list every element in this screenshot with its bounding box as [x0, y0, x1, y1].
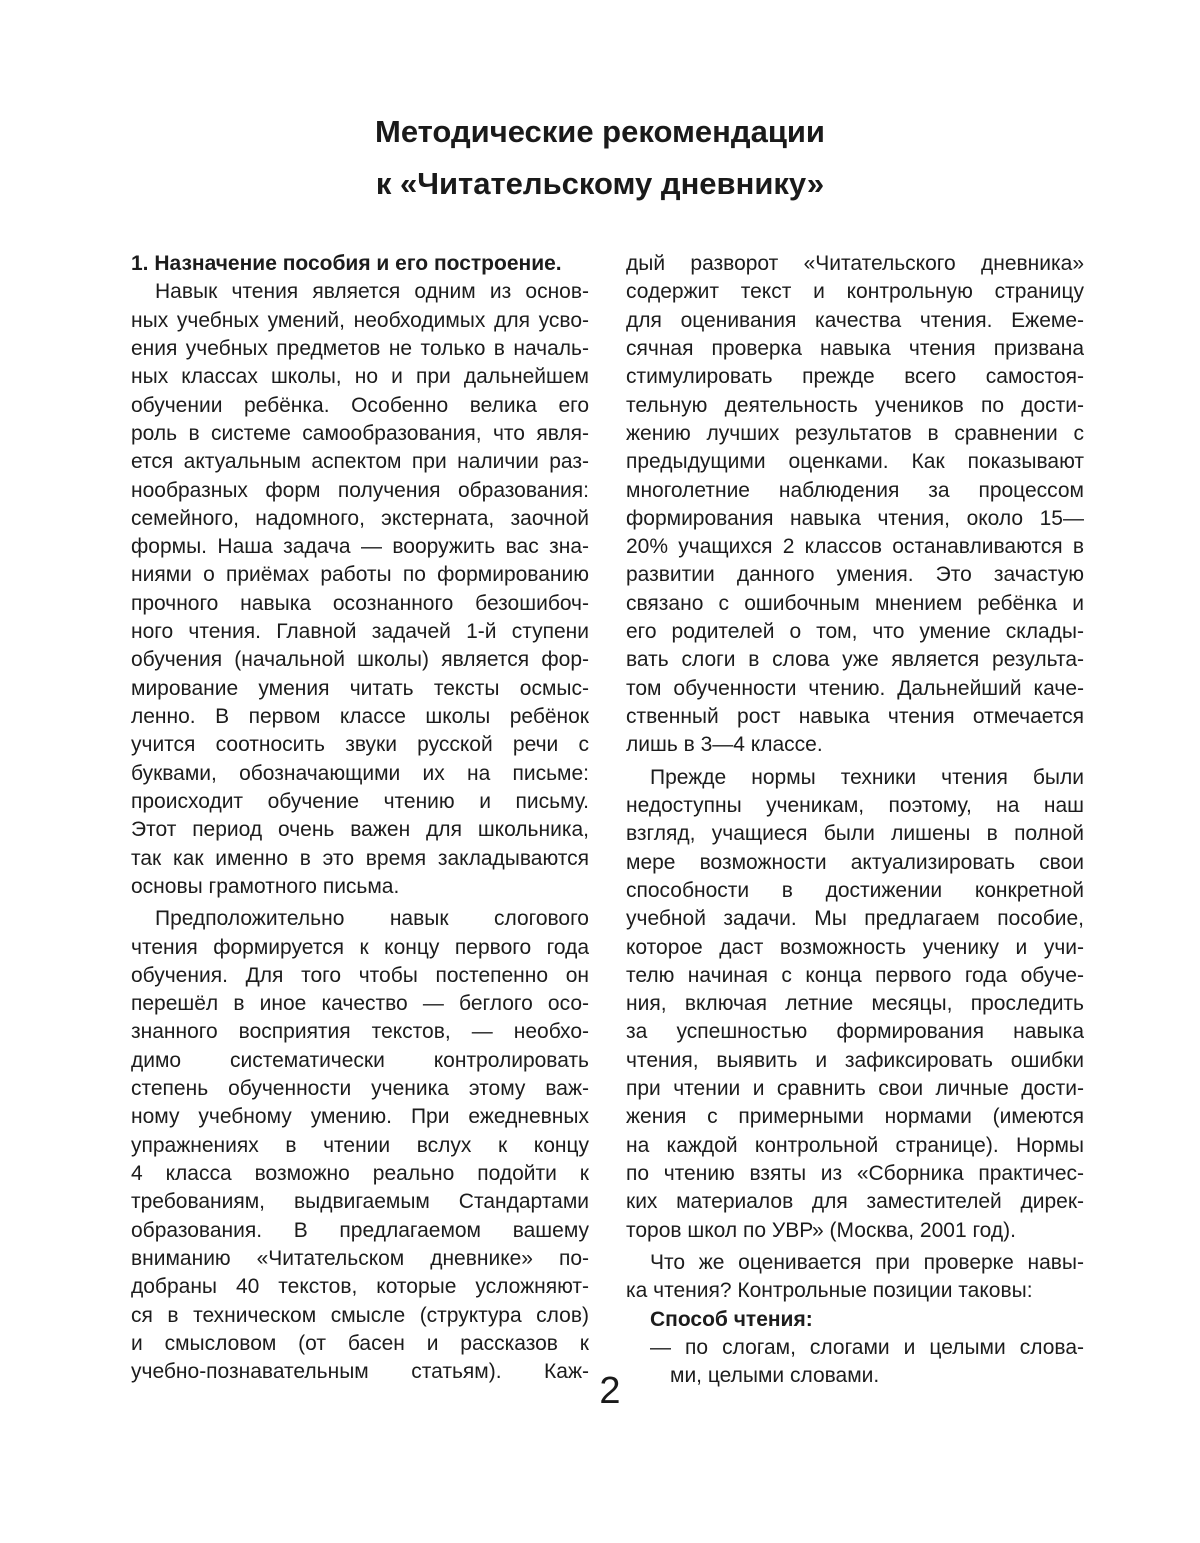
text-line: взгляд, учащиеся были лишены в полной	[626, 822, 1084, 846]
page-title	[0, 106, 1200, 210]
text-line: учится соотносить звуки русской речи с	[131, 733, 589, 757]
text-line: димо систематически контролировать	[131, 1048, 589, 1072]
text-line: способности в достижении конкретной	[626, 878, 1084, 902]
text-line: Прежде нормы техники чтения были	[650, 765, 1084, 789]
text-line: за успешностью формирования навыка	[626, 1020, 1084, 1044]
text-line: так как именно в это время закладываются	[131, 846, 589, 870]
text-line: семейного, надомного, экстерната, заочной	[131, 506, 589, 530]
text-line: ленно. В первом классе школы ребёнок	[131, 705, 589, 728]
text-line: чтения, выявить и зафиксировать ошибки	[626, 1048, 1084, 1072]
title-line-1: Методические рекомендации	[375, 114, 825, 149]
text-line: жения с примерными нормами (имеются	[626, 1105, 1084, 1129]
text-line: перешёл в иное качество — беглого осо-	[131, 992, 589, 1016]
text-line: учебно-познавательным статьям). Каж-	[131, 1360, 589, 1384]
text-line: учебной задачи. Мы предлагаем пособие,	[626, 907, 1084, 931]
text-line: обучения. Для того чтобы постепенно он	[131, 963, 589, 987]
page-number: 2	[599, 1370, 621, 1412]
text-line: ному учебному умению. При ежедневных	[131, 1105, 589, 1129]
text-line: его родителей о том, что умение склады-	[626, 620, 1084, 644]
text-line: Предположительно навык слогового	[155, 907, 589, 931]
text-line: и смысловом (от басен и рассказов к	[131, 1331, 589, 1355]
text-line: ка чтения? Контрольные позиции таковы:	[626, 1279, 1033, 1303]
text-line: жению лучших результатов в сравнении с	[626, 421, 1084, 445]
text-line: по чтению взяты из «Сборника практичес-	[626, 1162, 1084, 1185]
text-line: которое даст возможность ученику и учи-	[626, 935, 1084, 959]
text-line: обучении ребёнка. Особенно велика его	[131, 393, 589, 417]
section-heading-line: 1. Назначение пособия и его построение.	[131, 252, 562, 275]
text-line: том обученности чтению. Дальнейший каче-	[626, 676, 1084, 700]
text-line: недоступны ученикам, поэтому, на наш	[626, 793, 1084, 817]
text-line: лишь в 3—4 классе.	[626, 733, 823, 757]
text-line: 20% учащихся 2 классов останавливаются в	[626, 535, 1084, 559]
text-line: содержит текст и контрольную страницу	[626, 280, 1084, 304]
text-line: нообразных форм получения образования:	[131, 478, 589, 502]
text-line: буквами, обозначающими их на письме:	[131, 761, 589, 785]
text-line: ния, включая летние месяцы, проследить	[626, 992, 1084, 1016]
text-line: ся в техническом смысле (структура слов)	[131, 1303, 589, 1327]
section-heading-line: Способ чтения:	[650, 1307, 813, 1331]
text-line: степень обученности ученика этому важ-	[131, 1077, 589, 1101]
text-line: знанного восприятия текстов, — необхо-	[131, 1020, 589, 1044]
text-line: упражнениях в чтении вслух к концу	[131, 1133, 589, 1157]
text-line: роль в системе самообразования, что явля-	[131, 421, 589, 445]
text-line: для оценивания качества чтения. Ежеме-	[626, 308, 1084, 332]
title-line-2: к «Читательскому дневнику»	[375, 166, 825, 201]
text-line: телю начиная с конца первого года обуче-	[626, 963, 1084, 987]
text-line: мере возможности актуализировать свои	[626, 850, 1084, 874]
text-line: вниманию «Читательском дневнике» по-	[131, 1246, 589, 1270]
text-line: ственный рост навыка чтения отмечается	[626, 705, 1084, 728]
text-line: ется актуальным аспектом при наличии раз-	[131, 450, 589, 474]
left-column	[131, 250, 589, 1387]
text-line: связано с ошибочным мнением ребёнка и	[626, 591, 1084, 615]
text-line: ения учебных предметов не только в началь-	[131, 336, 589, 360]
text-line: образования. В предлагаемом вашему	[131, 1218, 589, 1242]
text-line: происходит обучение чтению и письму.	[131, 789, 589, 813]
text-line: вать слоги в слова уже является результа-	[626, 648, 1084, 672]
text-line: чтения формируется к концу первого года	[131, 935, 589, 959]
text-line: предыдущими оценками. Как показывают	[626, 450, 1084, 474]
text-line: основы грамотного письма.	[131, 874, 400, 898]
text-line: торов школ по УВР» (Москва, 2001 год).	[626, 1218, 1016, 1242]
text-line: сячная проверка навыка чтения призвана	[626, 336, 1084, 360]
text-line: тельную деятельность учеников по дости-	[626, 393, 1084, 417]
text-line: многолетние наблюдения за процессом	[626, 478, 1084, 502]
text-line: ких материалов для заместителей дирек-	[626, 1190, 1084, 1214]
text-line: Навык чтения является одним из основ-	[155, 280, 589, 304]
text-line: ных классах школы, но и при дальнейшем	[131, 365, 589, 389]
text-line: стимулировать прежде всего самостоя-	[626, 365, 1084, 389]
text-line: добраны 40 текстов, которые усложняют-	[131, 1275, 589, 1299]
text-line: развитии данного умения. Это зачастую	[626, 563, 1084, 587]
text-line: ми, целыми словами.	[670, 1364, 880, 1388]
text-line: при чтении и сравнить свои личные дости-	[626, 1077, 1084, 1101]
text-line: Этот период очень важен для школьника,	[131, 818, 589, 842]
text-line: формы. Наша задача — вооружить вас зна-	[131, 535, 589, 559]
text-line: ных учебных умений, необходимых для усво-	[131, 308, 589, 332]
text-line: требованиям, выдвигаемым Стандартами	[131, 1190, 589, 1214]
text-line: 4 класса возможно реально подойти к	[131, 1162, 589, 1185]
text-line: формирования навыка чтения, около 15—	[626, 506, 1084, 530]
text-line: ниями о приёмах работы по формированию	[131, 563, 589, 587]
text-line: обучения (начальной школы) является фор-	[131, 648, 589, 672]
text-line: мирование умения читать тексты осмыс-	[131, 676, 589, 700]
text-line: на каждой контрольной странице). Нормы	[626, 1133, 1084, 1157]
text-line: — по слогам, слогами и целыми слова-	[650, 1335, 1084, 1359]
text-line: Что же оценивается при проверке навы-	[650, 1250, 1084, 1274]
text-line: прочного навыка осознанного безошибоч-	[131, 591, 589, 615]
text-line: дый разворот «Читательского дневника»	[626, 252, 1084, 275]
right-column	[626, 250, 1084, 1391]
text-line: ного чтения. Главной задачей 1-й ступени	[131, 620, 589, 644]
